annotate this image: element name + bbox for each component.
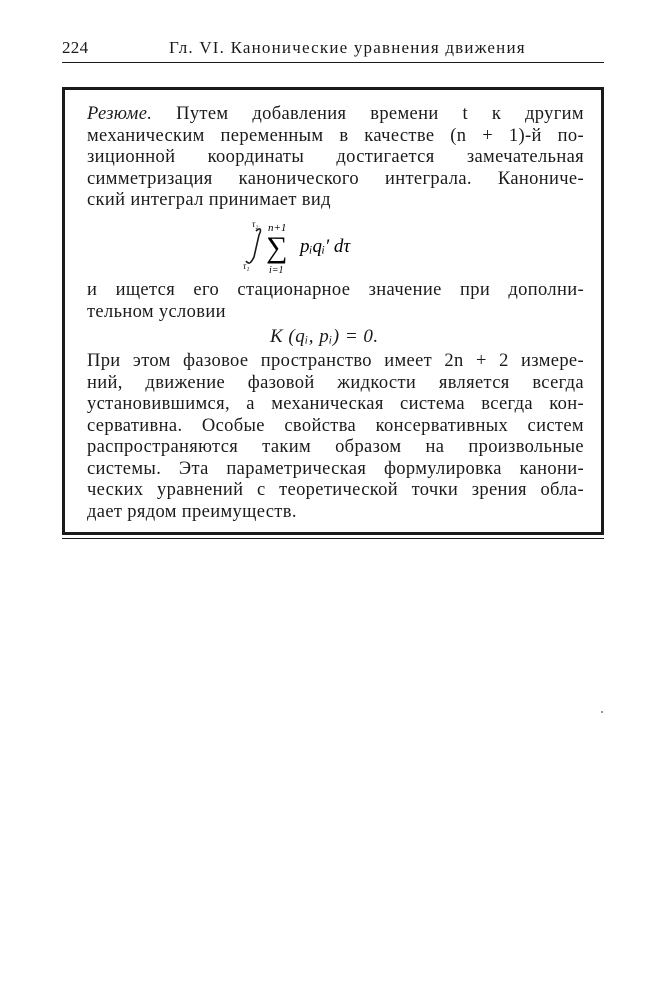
text-line: ческих уравнений с теоретической точки зрения обла- bbox=[87, 480, 584, 500]
header-rule bbox=[62, 62, 604, 63]
integral-sign-icon bbox=[246, 229, 260, 263]
chapter-title: Гл. VI. Канонические уравнения движения bbox=[169, 38, 526, 57]
integrand: pᵢqᵢ′ dτ bbox=[300, 236, 351, 257]
text-line: ский интеграл принимает вид bbox=[87, 190, 331, 210]
text-line: распространяются таким образом на произвольные bbox=[87, 437, 584, 457]
text-line-content: Путем добавления времени t к другим bbox=[152, 104, 584, 124]
text-line: дает рядом преимуществ. bbox=[87, 501, 297, 522]
text-line: сервативна. Особые свойства консервативных систем bbox=[87, 415, 584, 436]
text-line: и ищется его стационарное значение при дополни- bbox=[87, 280, 584, 300]
constraint-formula: K (qᵢ, pᵢ) = 0. bbox=[270, 326, 379, 347]
summary-paragraph-2 bbox=[87, 280, 584, 323]
summary-paragraph-1 bbox=[87, 104, 584, 212]
text-line: ний, движение фазовой жидкости является всегда bbox=[87, 372, 584, 393]
sum-lower-limit: i=1 bbox=[269, 265, 284, 276]
sum-upper-limit: n+1 bbox=[268, 222, 287, 234]
text-line: системы. Эта параметрическая формулировка канони- bbox=[87, 458, 584, 479]
page-number: 224 bbox=[62, 38, 89, 57]
running-head bbox=[62, 36, 604, 60]
text-line bbox=[87, 104, 584, 126]
integral-upper-limit: τ₂ bbox=[252, 219, 259, 229]
summary-lead: Резюме. bbox=[87, 104, 153, 124]
text-line: зиционной координаты достигается замечательная bbox=[87, 147, 584, 167]
summary-box-bottom-rule bbox=[62, 538, 604, 539]
text-line: тельном условии bbox=[87, 301, 226, 322]
summary-paragraph-3 bbox=[87, 351, 584, 523]
sum-sign-icon: ∑ bbox=[266, 231, 288, 264]
text-line: симметризация канонического интеграла. Канониче- bbox=[87, 168, 584, 189]
text-line: механическим переменным в качестве (n + 1)-й по- bbox=[87, 125, 584, 146]
integral-lower-limit: τ₁ bbox=[243, 261, 250, 271]
integral-formula bbox=[240, 217, 370, 277]
text-line: установившимся, а механическая система всегда кон- bbox=[87, 394, 584, 414]
text-line: При этом фазовое пространство имеет 2n + 2 измере- bbox=[87, 351, 584, 371]
scan-speck bbox=[601, 711, 603, 713]
